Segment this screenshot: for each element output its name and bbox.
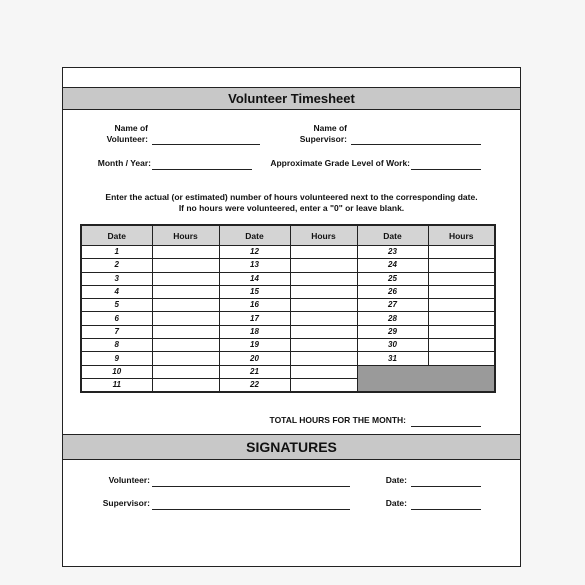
hours-cell[interactable] [152,246,219,259]
hours-cell[interactable] [428,246,495,259]
date-cell: 22 [219,378,290,392]
table-row [81,312,495,325]
date-header: Date [81,225,152,246]
hours-cell[interactable] [152,272,219,285]
hours-cell[interactable] [152,299,219,312]
timesheet-form [62,67,521,567]
date-cell: 27 [357,299,428,312]
date-cell: 16 [219,299,290,312]
hours-header: Hours [152,225,219,246]
date-cell: 20 [219,352,290,365]
instructions-line-1: Enter the actual (or estimated) number of hours volunteered next to the corresponding date. [105,192,478,202]
hours-cell[interactable] [290,365,357,378]
hours-cell[interactable] [152,339,219,352]
volunteer-signature-field[interactable] [152,486,350,487]
total-hours-label: TOTAL HOURS FOR THE MONTH: [269,415,406,425]
date-cell: 24 [357,259,428,272]
hours-cell[interactable] [290,339,357,352]
table-row [81,272,495,285]
grade-level-label: Approximate Grade Level of Work: [270,158,410,168]
hours-cell[interactable] [428,285,495,298]
supervisor-signature-label: Supervisor: [102,498,150,508]
table-row [81,299,495,312]
hours-cell[interactable] [152,378,219,392]
volunteer-date-field[interactable] [411,486,481,487]
hours-header: Hours [428,225,495,246]
volunteer-signature-label: Volunteer: [108,475,150,485]
date-cell: 5 [81,299,152,312]
hours-cell[interactable] [290,312,357,325]
table-row [81,325,495,338]
date-cell: 1 [81,246,152,259]
date-cell: 14 [219,272,290,285]
hours-cell[interactable] [428,299,495,312]
hours-cell[interactable] [152,312,219,325]
date-cell: 21 [219,365,290,378]
month-year-label: Month / Year: [97,158,151,168]
date-cell: 25 [357,272,428,285]
hours-cell[interactable] [152,259,219,272]
hours-cell[interactable] [152,352,219,365]
date-cell: 8 [81,339,152,352]
hours-table [80,224,496,393]
hours-cell[interactable] [152,325,219,338]
table-row [81,365,495,378]
date-cell: 6 [81,312,152,325]
table-header-row [81,225,495,246]
date-cell: 18 [219,325,290,338]
hours-cell[interactable] [290,246,357,259]
date-cell: 30 [357,339,428,352]
supervisor-name-field[interactable] [351,144,481,145]
signatures-heading: SIGNATURES [63,434,520,460]
date-header: Date [219,225,290,246]
date-cell: 7 [81,325,152,338]
hours-cell[interactable] [428,325,495,338]
hours-header: Hours [290,225,357,246]
instructions-line-2: If no hours were volunteered, enter a "0" or leave blank. [178,203,405,213]
hours-cell[interactable] [152,285,219,298]
date-cell: 10 [81,365,152,378]
hours-cell[interactable] [290,352,357,365]
hours-cell[interactable] [152,365,219,378]
table-row [81,246,495,259]
date-cell: 2 [81,259,152,272]
table-row [81,339,495,352]
form-title: Volunteer Timesheet [63,87,520,110]
table-row [81,259,495,272]
grade-level-field[interactable] [411,169,481,170]
supervisor-date-field[interactable] [411,509,481,510]
date-cell: 3 [81,272,152,285]
supervisor-name-label: Name of Supervisor: [299,123,347,144]
supervisor-signature-field[interactable] [152,509,350,510]
date-header: Date [357,225,428,246]
date-cell: 26 [357,285,428,298]
hours-cell[interactable] [290,272,357,285]
date-cell: 12 [219,246,290,259]
hours-cell[interactable] [428,339,495,352]
supervisor-date-label: Date: [385,498,407,508]
date-cell: 29 [357,325,428,338]
date-cell: 31 [357,352,428,365]
volunteer-name-label: Name of Volunteer: [106,123,148,144]
hours-cell[interactable] [290,299,357,312]
hours-cell[interactable] [428,352,495,365]
hours-cell[interactable] [290,285,357,298]
hours-cell[interactable] [290,378,357,392]
date-cell: 28 [357,312,428,325]
date-cell: 17 [219,312,290,325]
unused-shaded-cell [357,365,495,392]
date-cell: 11 [81,378,152,392]
table-row [81,352,495,365]
hours-cell[interactable] [290,259,357,272]
date-cell: 23 [357,246,428,259]
month-year-field[interactable] [152,169,252,170]
date-cell: 19 [219,339,290,352]
hours-cell[interactable] [428,272,495,285]
date-cell: 9 [81,352,152,365]
volunteer-name-field[interactable] [152,144,260,145]
date-cell: 15 [219,285,290,298]
date-cell: 4 [81,285,152,298]
hours-cell[interactable] [428,259,495,272]
hours-cell[interactable] [290,325,357,338]
date-cell: 13 [219,259,290,272]
hours-cell[interactable] [428,312,495,325]
table-row [81,285,495,298]
volunteer-date-label: Date: [385,475,407,485]
total-hours-field[interactable] [411,426,481,427]
